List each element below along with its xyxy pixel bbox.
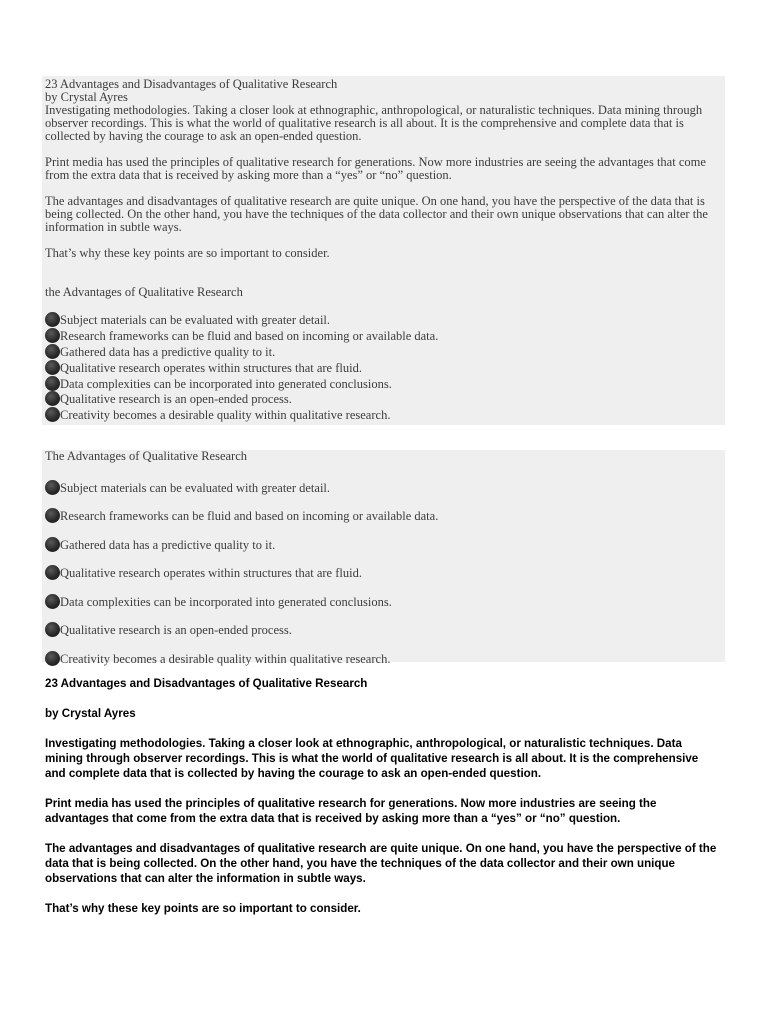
advantages-list-block <box>42 449 725 666</box>
paragraph: Print media has used the principles of qualitative research for generations. Now more industries are seeing the advantages that come from the extra data that is received by asking more than a “yes” or “no” question. <box>45 155 706 182</box>
list-item: Subject materials can be evaluated with greater detail. <box>45 313 438 329</box>
article-block-bottom <box>45 676 720 916</box>
list-item: Subject materials can be evaluated with greater detail. <box>45 474 438 503</box>
article-title: 23 Advantages and Disadvantages of Qualitative Research <box>45 77 338 91</box>
list-item: Qualitative research operates within structures that are fluid. <box>45 360 438 376</box>
bullet-icon <box>45 594 60 609</box>
list-heading: The Advantages of Qualitative Research <box>45 449 248 463</box>
article-block-top <box>42 76 725 425</box>
bullet-icon <box>45 312 60 327</box>
list-item: Data complexities can be incorporated into generated conclusions. <box>45 376 438 392</box>
article-author: by Crystal Ayres <box>45 90 128 104</box>
paragraph: Investigating methodologies. Taking a closer look at ethnographic, anthropological, or naturalistic techniques. Data mining through observer recordings. This is what the world of qualitative research is all about. It is the comprehensive and complete data that is collected by having the courage to ask an open-ended question. <box>45 103 703 143</box>
bullet-icon <box>45 537 60 552</box>
bullet-icon <box>45 360 60 375</box>
list-heading: the Advantages of Qualitative Research <box>45 285 243 299</box>
bullet-icon <box>45 622 60 637</box>
bullet-icon <box>45 565 60 580</box>
list-item: Gathered data has a predictive quality to it. <box>45 345 438 361</box>
list-item: Research frameworks can be fluid and based on incoming or available data. <box>45 329 438 345</box>
paragraph: The advantages and disadvantages of qualitative research are quite unique. On one hand, you have the perspective of the data that is being collected. On the other hand, you have the techniques of the data collector and their own unique observations that can alter the information in subtle ways. <box>45 842 717 885</box>
article-author: by Crystal Ayres <box>45 707 136 720</box>
paragraph: Print media has used the principles of qualitative research for generations. Now more industries are seeing the advantages that come from the extra data that is received by asking more than a “yes” or “no” question. <box>45 797 657 825</box>
paragraph: Investigating methodologies. Taking a closer look at ethnographic, anthropological, or naturalistic techniques. Data mining through observer recordings. This is what the world of qualitative research is all about. It is the comprehensive and complete data that is collected by having the courage to ask an open-ended question. <box>45 737 699 780</box>
bullet-icon <box>45 344 60 359</box>
bullet-list-top <box>45 313 438 424</box>
list-item: Creativity becomes a desirable quality within qualitative research. <box>45 408 438 424</box>
list-item: Qualitative research is an open-ended process. <box>45 617 438 646</box>
bullet-icon <box>45 376 60 391</box>
list-item: Gathered data has a predictive quality to it. <box>45 531 438 560</box>
bullet-icon <box>45 407 60 422</box>
paragraph: The advantages and disadvantages of qualitative research are quite unique. On one hand, you have the perspective of the data that is being collected. On the other hand, you have the techniques of the data collector and their own unique observations that can alter the information in subtle ways. <box>45 194 708 234</box>
list-item: Qualitative research operates within structures that are fluid. <box>45 560 438 589</box>
article-text-top <box>45 78 721 299</box>
list-item: Research frameworks can be fluid and based on incoming or available data. <box>45 503 438 532</box>
paragraph: That’s why these key points are so important to consider. <box>45 902 361 915</box>
list-item: Qualitative research is an open-ended process. <box>45 392 438 408</box>
bullet-icon <box>45 480 60 495</box>
bullet-icon <box>45 651 60 666</box>
list-item: Data complexities can be incorporated into generated conclusions. <box>45 588 438 617</box>
paragraph: That’s why these key points are so important to consider. <box>45 246 330 260</box>
bullet-icon <box>45 391 60 406</box>
bullet-list-middle <box>45 474 438 674</box>
bullet-icon <box>45 328 60 343</box>
bullet-icon <box>45 508 60 523</box>
list-item: Creativity becomes a desirable quality within qualitative research. <box>45 645 438 674</box>
article-title: 23 Advantages and Disadvantages of Qualitative Research <box>45 677 368 690</box>
